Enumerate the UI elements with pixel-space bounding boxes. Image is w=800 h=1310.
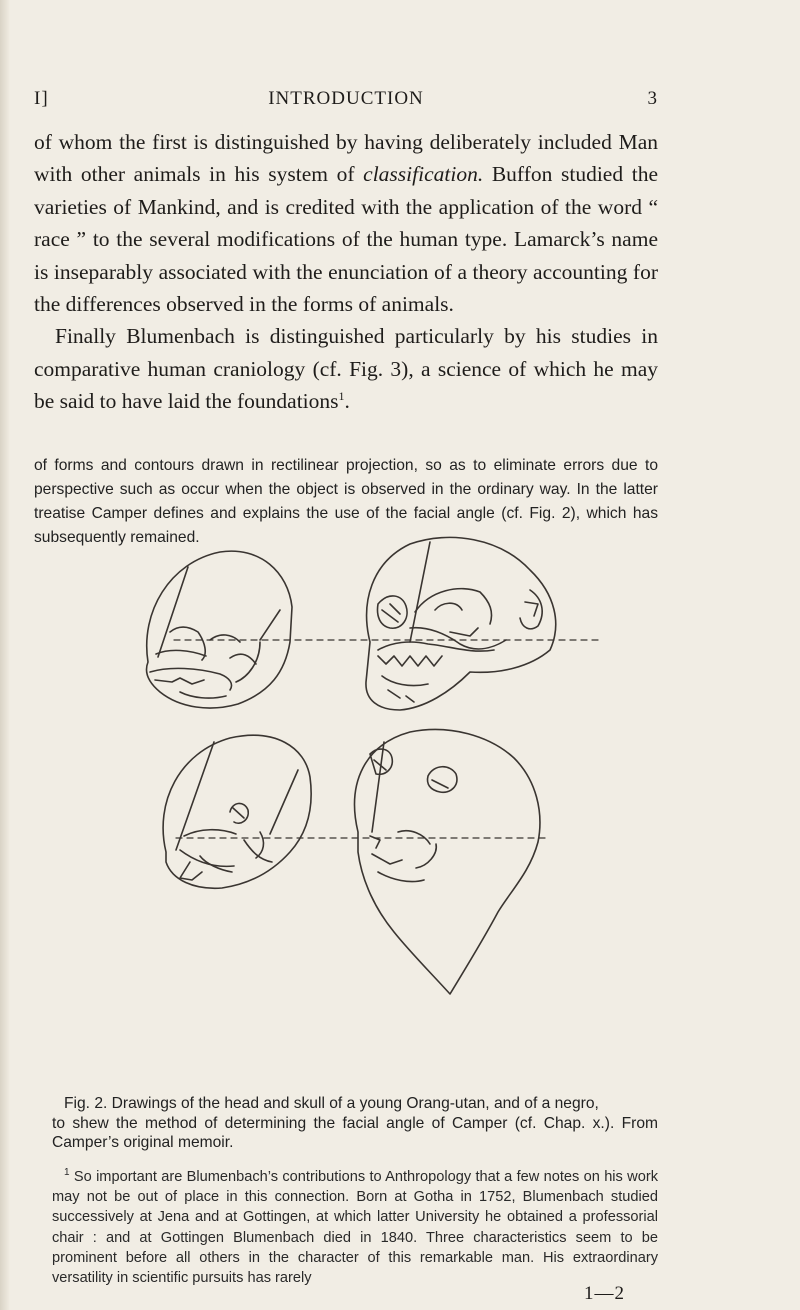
continued-note: of forms and contours drawn in rectilinear projection, so as to eliminate errors due to perspective such as occur when the object is observed in the ordinary way. In the latter treatise Camper defines and explains the use of the facial angle (cf. Fig. 2), which has subsequently remained. bbox=[34, 457, 658, 546]
page-number: 3 bbox=[647, 88, 658, 109]
signature-mark: 1—2 bbox=[584, 1283, 625, 1304]
paragraph bbox=[34, 126, 658, 320]
paragraph bbox=[34, 320, 658, 417]
figure-facial-angle bbox=[110, 532, 610, 1092]
negro-head-drawing bbox=[163, 735, 311, 888]
paragraph-text: Buffon studied the varieties of Mankind, and is credited with the application of the word “ race ” to the several modifications of the human type. Lamarck’s name is inseparably associated with the enunciation of a theory accounting for the differences observed in the forms of animals. bbox=[34, 162, 658, 317]
footnote-marker: 1 bbox=[64, 1167, 70, 1179]
orang-utan-skull-drawing bbox=[366, 537, 556, 710]
paragraph-text: Finally Blumenbach is distinguished particularly by his studies in comparative human craniology (cf. Fig. 3), a science of which he may be said to have laid the foundations bbox=[34, 324, 658, 414]
running-head-title: INTRODUCTION bbox=[268, 88, 424, 109]
caption-rest: to shew the method of determining the facial angle of Camper (cf. Chap. x.). From Camper’s original memoir. bbox=[52, 1114, 658, 1151]
figure-illustration bbox=[110, 532, 610, 1092]
negro-skull-drawing bbox=[355, 730, 540, 994]
figure-caption bbox=[52, 1094, 658, 1153]
footnote-reference[interactable]: 1 bbox=[338, 389, 345, 404]
main-text bbox=[34, 126, 658, 418]
chapter-marker: I] bbox=[34, 88, 49, 109]
orang-utan-head-drawing bbox=[147, 551, 293, 708]
footnote bbox=[52, 1167, 658, 1288]
paragraph-text: of whom the first is distinguished by having deliberately included Man with other animals in his system of bbox=[34, 130, 658, 187]
emphasis-classification: classification. bbox=[363, 162, 484, 187]
running-head bbox=[34, 88, 658, 114]
paragraph-end: . bbox=[344, 389, 350, 414]
caption-first-line: Fig. 2. Drawings of the head and skull of a young Orang-utan, and of a negro, bbox=[64, 1095, 599, 1112]
binding-gutter bbox=[0, 0, 10, 1310]
footnote-text: So important are Blumenbach’s contributions to Anthropology that a few notes on his work may not be out of place in this connection. Born at Gotha in 1752, Blumenbach studied successively at Jena and at Gottingen, at which latter University he obtained a professorial chair : and at Gottingen Blumenbach died in 1840. Three characteristics seem to be prominent before all others in the character of this remarkable man. His extraordinary versatility in scientific pursuits has rarely bbox=[52, 1169, 658, 1287]
